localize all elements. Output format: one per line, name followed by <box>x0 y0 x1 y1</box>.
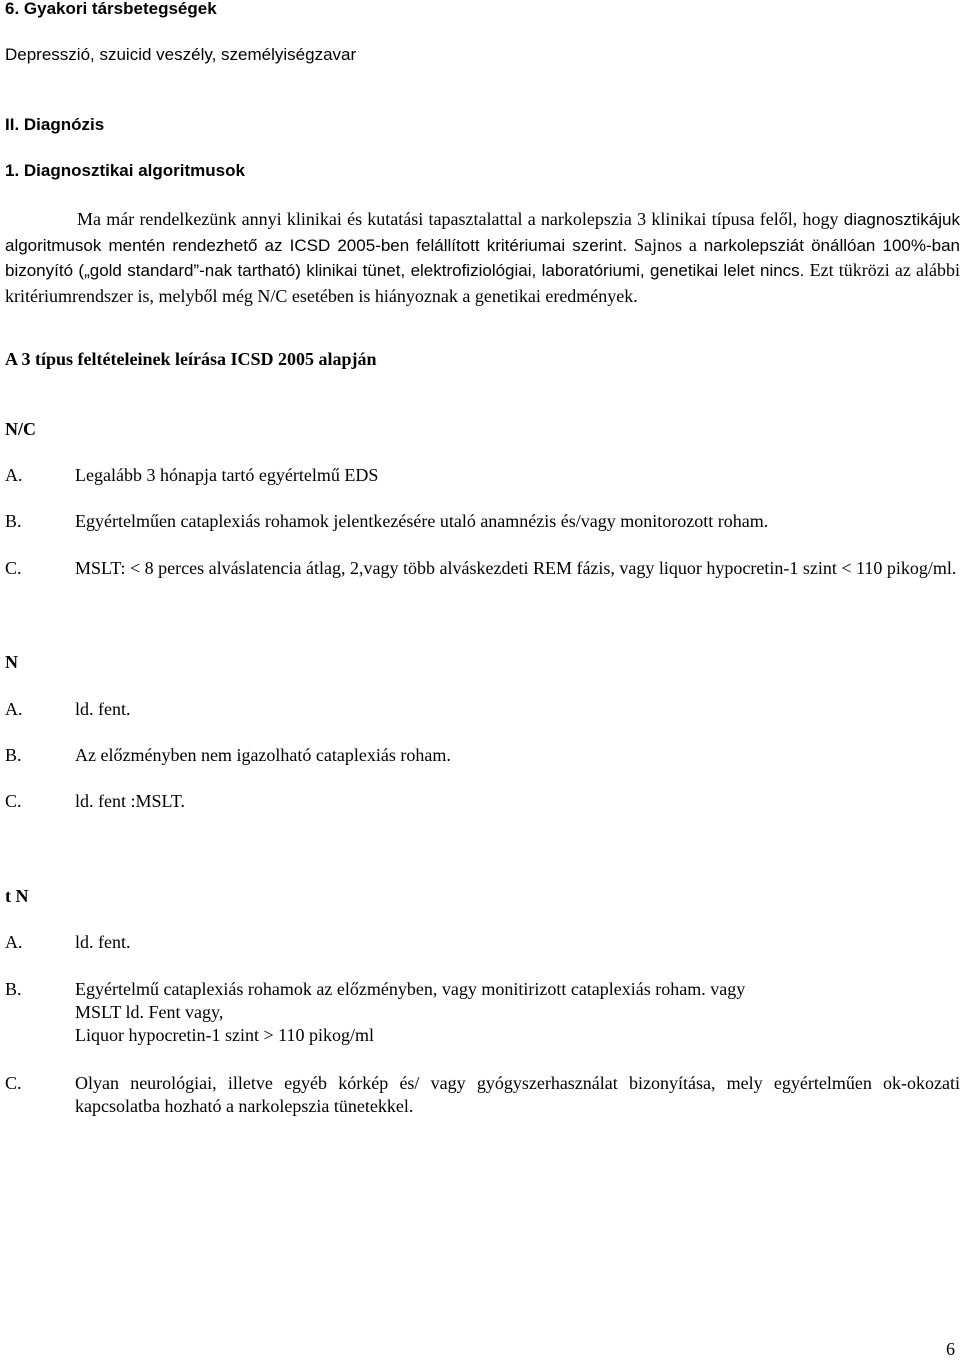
item-text: ld. fent. <box>75 932 131 952</box>
algorithms-subheading: 1. Diagnosztikai algoritmusok <box>5 161 245 180</box>
page-number: 6 <box>946 1339 955 1359</box>
list-item <box>5 557 960 580</box>
item-letter: A. <box>5 932 23 952</box>
item-letter: B. <box>5 511 22 531</box>
list-item <box>5 931 960 954</box>
item-text: Az előzményben nem igazolható cataplexiás roham. <box>75 745 451 765</box>
item-text-line-3: Liquor hypocretin-1 szint > 110 pikog/ml <box>75 1025 374 1045</box>
intro-text-sans: diagnosztikájuk algoritmusok mentén rendezhető az ICSD 2005-ben felállított kritériumai szerint. <box>5 210 960 255</box>
list-item <box>5 744 960 767</box>
item-letter: B. <box>5 979 22 999</box>
item-text: Egyértelműen cataplexiás rohamok jelentkezésére utaló anamnézis és/vagy monitorozott roham. <box>75 511 769 531</box>
intro-text-serif: Ma már rendelkezünk annyi klinikai és kutatási tapasztalattal a narkolepszia 3 klinikai típusa felől, hogy <box>77 209 839 229</box>
comorbidities-text: Depresszió, szuicid veszély, személyiségzavar <box>5 45 357 64</box>
list-item <box>5 464 960 487</box>
group-n-title: N <box>5 652 18 672</box>
group-nc-title: N/C <box>5 419 36 439</box>
list-item <box>5 790 960 813</box>
item-letter: C. <box>5 791 22 811</box>
item-letter: B. <box>5 745 22 765</box>
section-6-heading: 6. Gyakori társbetegségek <box>5 0 217 18</box>
intro-paragraph <box>5 207 960 308</box>
list-item <box>5 510 960 533</box>
intro-text-serif-3: Ezt tükrözi az alábbi kritériumrendszer is, melyből még N/C esetében is hiányoznak a genetikai eredmények. <box>5 260 960 306</box>
list-item <box>5 1072 960 1118</box>
list-item <box>5 698 960 721</box>
item-text-line-1: Egyértelmű cataplexiás rohamok az előzményben, vagy monitirizott cataplexiás roham. vagy <box>75 979 746 999</box>
item-text: Legalább 3 hónapja tartó egyértelmű EDS <box>75 465 379 485</box>
item-text: MSLT: < 8 perces alváslatencia átlag, 2,vagy több alváskezdeti REM fázis, vagy liquor hypocretin-1 szint < 110 pikog/ml. <box>75 558 957 578</box>
item-letter: C. <box>5 558 22 578</box>
item-text: Olyan neurológiai, illetve egyéb kórkép és/ vagy gyógyszerhasználat bizonyítása, mely egyértelműen ok-okozati kapcsolatba hozható a narkolepszia tünetekkel. <box>75 1073 960 1116</box>
intro-text-sans-2: narkolepsziát önállóan 100%-ban bizonyító („gold standard”-nak tartható) klinikai tünet, elektrofiziológiai, laboratóriumi, genetikai lelet nincs. <box>5 235 960 280</box>
item-letter: C. <box>5 1073 22 1093</box>
item-text: ld. fent :MSLT. <box>75 791 186 811</box>
list-item <box>5 978 960 1047</box>
item-letter: A. <box>5 699 23 719</box>
criteria-title: A 3 típus feltételeinek leírása ICSD 2005 alapján <box>5 349 377 369</box>
group-tn-title: t N <box>5 886 29 906</box>
diagnosis-heading: II. Diagnózis <box>5 115 105 134</box>
intro-text-serif-2: Sajnos a <box>627 234 697 255</box>
item-text: ld. fent. <box>75 699 131 719</box>
item-text-line-2: MSLT ld. Fent vagy, <box>75 1002 224 1022</box>
item-letter: A. <box>5 465 23 485</box>
